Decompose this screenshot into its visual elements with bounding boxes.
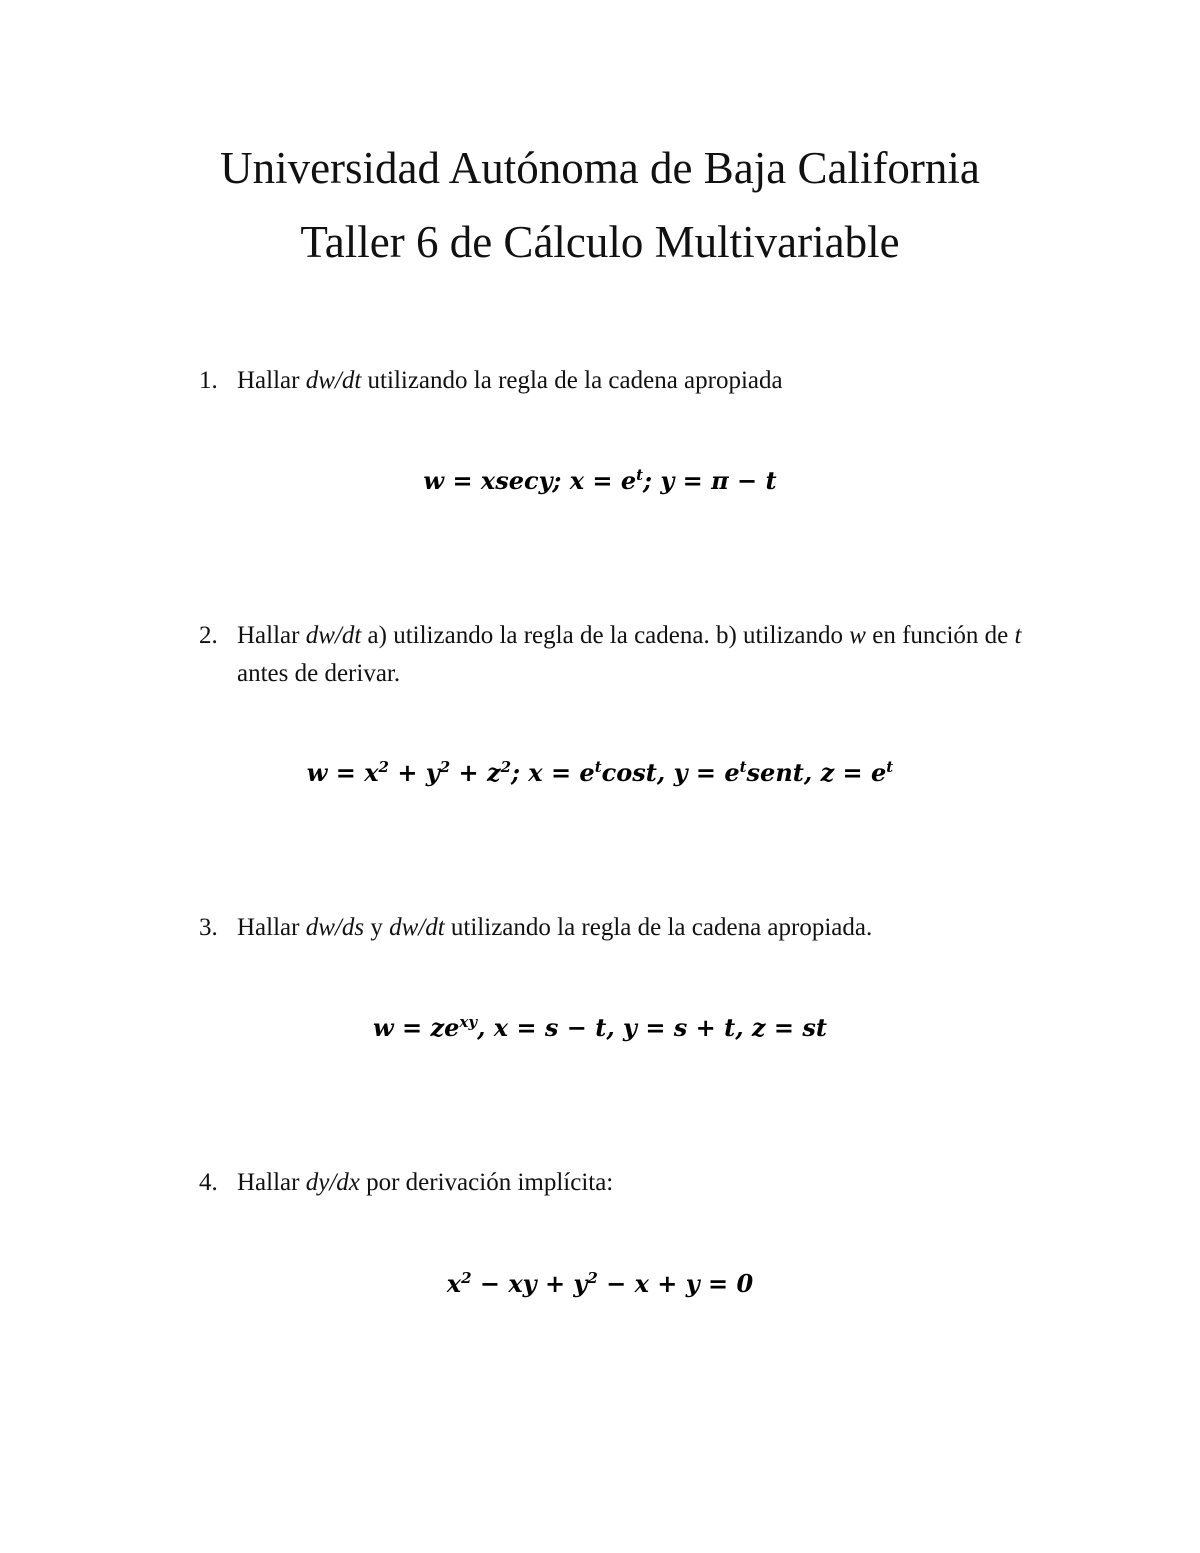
problem-3 (199, 909, 1059, 947)
problem-number: 4. (199, 1169, 218, 1196)
problem-statement: Hallar dw/ds y dw/dt utilizando la regla de la cadena apropiada. (237, 914, 873, 941)
problem-1 (199, 362, 1059, 400)
problem-statement: Hallar dy/dx por derivación implícita: (237, 1169, 614, 1196)
problem-number: 3. (199, 914, 218, 941)
equation-4: $x^2$ − xy + $y^2 - x + y = 0$ (446, 1269, 754, 1298)
problem-number: 2. (199, 622, 218, 649)
university-title: Universidad Autónoma de Baja California (220, 143, 980, 193)
problem-number: 1. (199, 367, 218, 394)
problem-statement: Hallar dw/dt utilizando la regla de la cadena apropiada (237, 367, 783, 394)
equation-2: $w = x^2 + y^2 + z^2$; $x = e^t\cos t$, $y = e^tsent$, $z = e^t$ (306, 758, 894, 787)
problem-2 (199, 617, 1059, 693)
problem-4 (199, 1164, 1059, 1202)
equation-3: $w = ze^{xy}$, x = s − t, y = s + t, z = st (373, 1013, 827, 1042)
course-title: Taller 6 de Cálculo Multivariable (300, 217, 900, 267)
problem-statement: Hallar dw/dt a) utilizando la regla de la cadena. b) utilizando w en función de t antes de derivar. (237, 622, 1022, 687)
equation-1: w = xsecy; $x = e^t$; y = π − t (423, 466, 777, 495)
